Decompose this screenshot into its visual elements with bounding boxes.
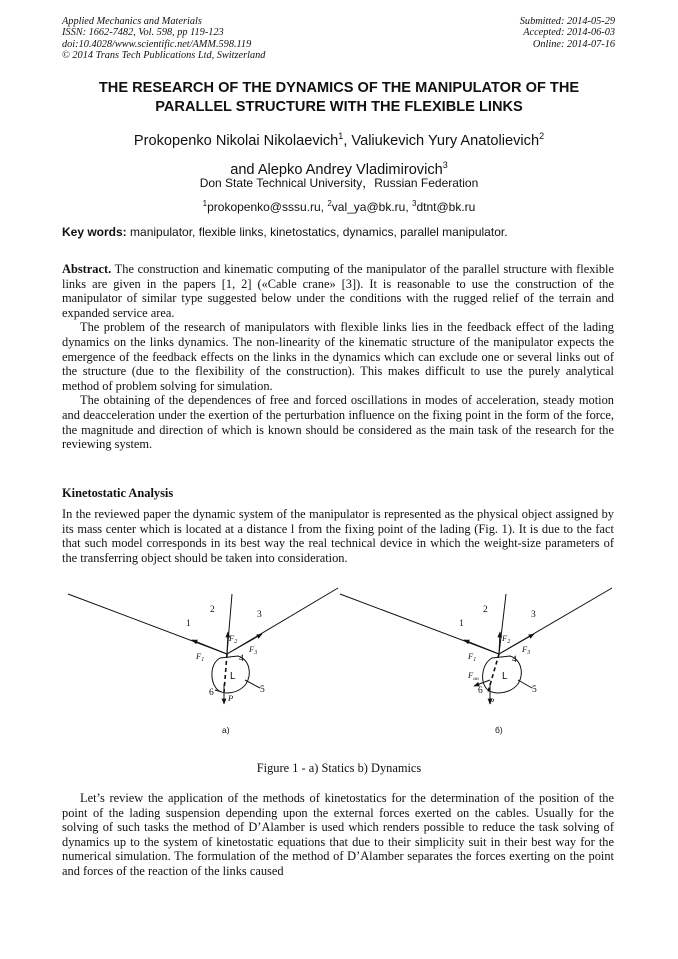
keywords xyxy=(62,224,618,240)
label-link-2: 2 xyxy=(210,605,215,615)
label-F2: $F_2$ xyxy=(229,633,238,645)
keywords-text: manipulator, flexible links, kinetostatics, dynamics, parallel manipulator. xyxy=(126,225,508,239)
dates-info xyxy=(520,16,615,50)
email-1-sup: 1 xyxy=(202,199,208,208)
figure-caption: Figure 1 - a) Statics b) Dynamics xyxy=(256,761,422,775)
label-node-6: 6 xyxy=(478,686,483,696)
label-Fin: $F_{ин}$ xyxy=(468,670,479,682)
label-node-6: 6 xyxy=(209,688,214,698)
journal-info xyxy=(62,16,265,62)
label-P: P xyxy=(489,696,495,706)
figure-dynamics xyxy=(340,588,612,704)
keywords-label: Key words: xyxy=(62,225,127,239)
section-paragraph: In the reviewed paper the dynamic system of the manipulator is represented as the physical object assigned by its mass center which is located at a distance l from the fixing point of the lading (Fig. 1). It is due to the fact that such model corresponds in its best way the real technical device in which the weight-size parameters of the transferring object should be taken into consideration. xyxy=(62,507,614,565)
abstract-p1-text: The construction and kinematic computing of the manipulator of the parallel structure with flexible links are given in the papers [1, 2] («Cable crane» [3]). It is reasonable to use the construction of the manipulator of similar type suggested below under the conditions with the rugged relief of the terrain and expanded service area. xyxy=(62,262,614,320)
email-2[interactable]: val_ya@bk.ru, xyxy=(331,200,413,214)
label-F1: $F_1$ xyxy=(196,651,205,663)
email-3[interactable]: dtnt@bk.ru xyxy=(416,200,476,214)
label-node-5: 5 xyxy=(260,685,265,695)
abstract xyxy=(62,262,614,452)
author-1-sup: 1 xyxy=(338,131,344,141)
author-separator: , xyxy=(343,132,352,149)
emails xyxy=(60,196,618,215)
journal-doi: doi:10.4028/www.scientific.net/AMM.598.119 xyxy=(62,38,252,50)
journal-issn: ISSN: 1662-7482, Vol. 598, pp 119-123 xyxy=(62,27,224,39)
label-L: L xyxy=(502,671,508,682)
label-F3: $F_3$ xyxy=(249,644,258,656)
author-3-sup: 3 xyxy=(442,159,448,170)
section-heading: Kinetostatic Analysis xyxy=(62,486,174,500)
affiliation: Don State Technical University，Russian Federation xyxy=(199,176,479,190)
label-F2: $F_2$ xyxy=(502,633,511,645)
journal-name: Applied Mechanics and Materials xyxy=(62,16,202,27)
link-5-leader xyxy=(518,680,532,688)
authors-line-1 xyxy=(60,124,618,153)
abstract-paragraph-2: The problem of the research of manipulators with flexible links lies in the feedback effect of the lading dynamics on the links dynamics. The non-linearity of the kinematic structure of the manipulator expects the emergence of the feedback effects on the links in the dynamics which can exclude one or several links out of the structure (due to the flexibility of the construction). This makes difficult to use the purely analytical method of problem solving for simulation. xyxy=(62,320,614,393)
abstract-paragraph-3: The obtaining of the dependences of free and forced oscillations in modes of acceleration, steady motion and deacceleration under the exertion of the perturbation influence on the fixing point in the form of the force, the magnitude and direction of which is known should be considered as the main task of the research for the reviewing system. xyxy=(62,393,614,452)
paper-title xyxy=(60,79,618,117)
label-P: P xyxy=(228,693,234,703)
figure-1 xyxy=(60,580,620,745)
label-dynamics: б) xyxy=(495,725,503,735)
email-3-sup: 3 xyxy=(412,199,417,208)
label-link-3: 3 xyxy=(531,610,536,620)
author-2-sup: 2 xyxy=(539,131,545,141)
abstract-paragraph-1 xyxy=(62,262,614,320)
abstract-label: Abstract. xyxy=(62,262,112,276)
force-f2-arrow xyxy=(227,632,228,654)
figure-dynamics-labels xyxy=(459,605,537,735)
author-3: Alepko Andrey Vladimirovich xyxy=(257,161,443,178)
email-2-sup: 2 xyxy=(327,199,332,208)
author-2: Valiukevich Yury Anatolievich xyxy=(351,132,540,149)
title-line-1: THE RESEARCH OF THE DYNAMICS OF THE MANIPULATOR OF THE xyxy=(98,80,580,96)
label-L: L xyxy=(230,671,236,682)
online-date: Online: 2014-07-16 xyxy=(532,38,615,50)
label-link-1: 1 xyxy=(186,619,191,629)
label-node-4: 4 xyxy=(512,655,517,665)
link-2-line xyxy=(499,594,506,654)
title-line-2: PARALLEL STRUCTURE WITH THE FLEXIBLE LINKS xyxy=(155,99,523,115)
label-node-4: 4 xyxy=(239,654,244,664)
label-F3: $F_3$ xyxy=(522,644,531,656)
figure-statics xyxy=(68,588,338,704)
accepted-date: Accepted: 2014-06-03 xyxy=(523,27,615,39)
label-node-5: 5 xyxy=(532,685,537,695)
journal-copyright: © 2014 Trans Tech Publications Ltd, Switzerland xyxy=(62,50,266,62)
link-1-line xyxy=(68,594,227,654)
label-statics: a) xyxy=(222,725,230,735)
label-link-2: 2 xyxy=(483,605,488,615)
author-1: Prokopenko Nikolai Nikolaevich xyxy=(133,132,339,149)
label-F1: $F_1$ xyxy=(468,651,477,663)
review-paragraph: Let’s review the application of the methods of kinetostatics for the determination of the position of the point of the lading suspension depending upon the external forces exerted on the cables. Usually for the solving of such tasks the method of D’Alamber is used which renders possible to reduce the task solving of dynamics up to the system of kinetostatic equations that due to their simplicity suit in their best way for the numerical simulation. The formulation of the method of D’Alamber separates the forces exerting on the point and forces of the reaction of the links caused xyxy=(62,791,614,878)
link-1-line xyxy=(340,594,499,654)
email-1[interactable]: prokopenko@sssu.ru, xyxy=(207,200,328,214)
link-5-leader xyxy=(245,680,260,688)
label-link-1: 1 xyxy=(459,619,464,629)
authors xyxy=(60,124,618,182)
submitted-date: Submitted: 2014-05-29 xyxy=(519,16,615,27)
label-link-3: 3 xyxy=(257,610,262,620)
author-conj: and xyxy=(230,161,258,178)
